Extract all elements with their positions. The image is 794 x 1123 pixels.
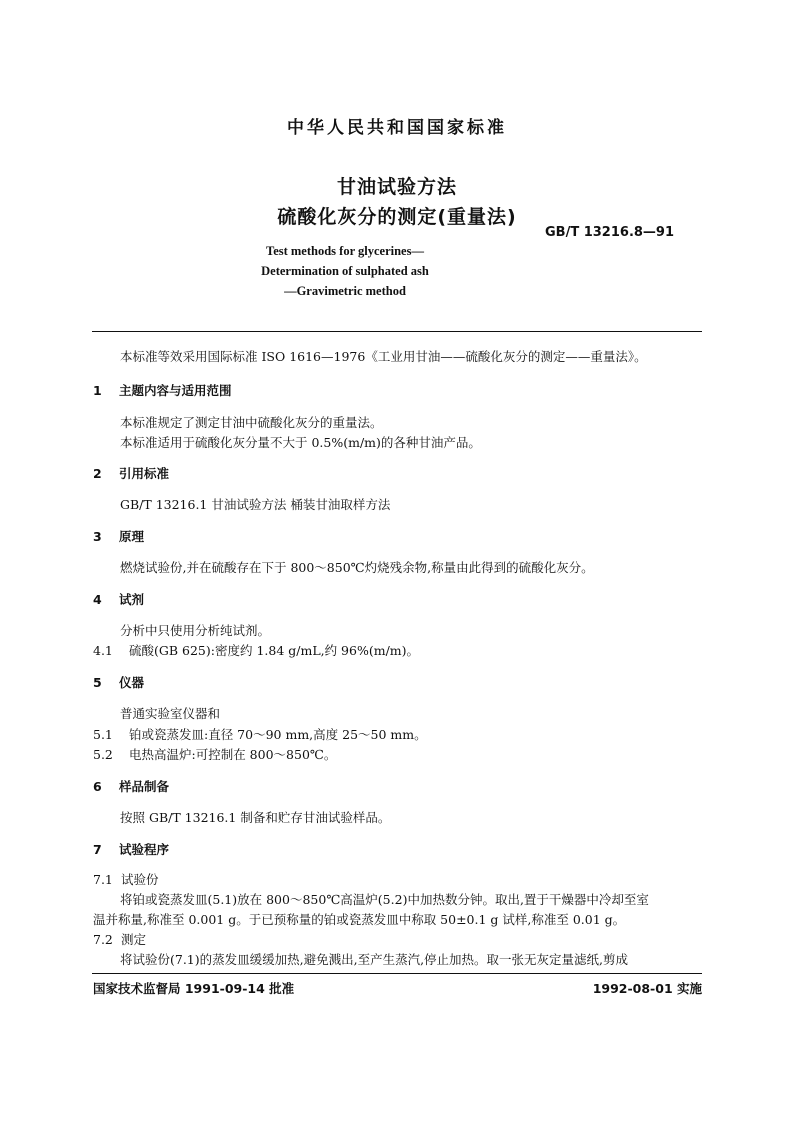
clause-text: 硫酸(GB 625):密度约 1.84 g/mL,约 96%(m/m)。 bbox=[129, 643, 420, 658]
section-number: 1 bbox=[93, 383, 102, 398]
standard-code: GB/T 13216.8—91 bbox=[545, 225, 675, 240]
clause-title: 测定 bbox=[121, 932, 147, 947]
clause-text: 电热高温炉:可控制在 800～850℃。 bbox=[129, 747, 337, 762]
title-en-line-2: Determination of sulphated ash bbox=[261, 264, 429, 278]
clause-number: 7.2 bbox=[93, 932, 113, 947]
title-cn-line-2: 硫酸化灰分的测定(重量法) bbox=[277, 206, 517, 228]
section-title: 主题内容与适用范围 bbox=[119, 383, 232, 398]
clause-5-1 bbox=[93, 725, 427, 743]
clause-number: 5.2 bbox=[93, 747, 113, 762]
section-1-heading bbox=[93, 381, 232, 399]
clause-7-1-para-line-2: 温并称量,称准至 0.001 g。于已预称量的铂或瓷蒸发皿中称取 50±0.1 g 试样,称准至 0.01 g。 bbox=[93, 912, 626, 927]
section-3-heading bbox=[93, 527, 144, 545]
section-2-para-1: GB/T 13216.1 甘油试验方法 桶装甘油取样方法 bbox=[120, 497, 391, 512]
clause-5-2 bbox=[93, 745, 336, 763]
section-5-para-1: 普通实验室仪器和 bbox=[120, 706, 221, 721]
clause-4-1 bbox=[93, 641, 419, 659]
clause-number: 7.1 bbox=[93, 872, 113, 887]
section-title: 引用标准 bbox=[119, 466, 170, 481]
issuing-body-header: 中华人民共和国国家标准 bbox=[287, 118, 507, 138]
section-1-para-1: 本标准规定了测定甘油中硫酸化灰分的重量法。 bbox=[120, 415, 383, 430]
section-number: 3 bbox=[93, 529, 102, 544]
clause-number: 5.1 bbox=[93, 727, 113, 742]
approval-date: 国家技术监督局 1991-09-14 批准 bbox=[93, 981, 295, 996]
section-number: 7 bbox=[93, 842, 102, 857]
intro-paragraph: 本标准等效采用国际标准 ISO 1616—1976《工业用甘油——硫酸化灰分的测定——重量法》。 bbox=[120, 349, 647, 364]
clause-number: 4.1 bbox=[93, 643, 113, 658]
section-6-heading bbox=[93, 777, 169, 795]
title-en-line-3: —Gravimetric method bbox=[284, 284, 406, 298]
title-en-line-1: Test methods for glycerines— bbox=[266, 244, 424, 258]
clause-7-2-heading bbox=[93, 930, 146, 948]
section-number: 5 bbox=[93, 675, 102, 690]
section-2-heading bbox=[93, 464, 169, 482]
title-cn-line-1: 甘油试验方法 bbox=[336, 176, 457, 198]
clause-title: 试验份 bbox=[121, 872, 159, 887]
section-number: 4 bbox=[93, 592, 102, 607]
section-7-heading bbox=[93, 840, 169, 858]
section-4-para-1: 分析中只使用分析纯试剂。 bbox=[120, 623, 271, 638]
section-3-para-1: 燃烧试验份,并在硫酸存在下于 800～850℃灼烧残余物,称量由此得到的硫酸化灰分。 bbox=[120, 560, 594, 575]
section-title: 试剂 bbox=[119, 592, 145, 607]
section-6-para-1: 按照 GB/T 13216.1 制备和贮存甘油试验样品。 bbox=[120, 810, 391, 825]
section-number: 2 bbox=[93, 466, 102, 481]
footer-divider bbox=[92, 973, 702, 974]
clause-7-1-heading bbox=[93, 870, 159, 888]
clause-text: 铂或瓷蒸发皿:直径 70～90 mm,高度 25～50 mm。 bbox=[129, 727, 427, 742]
clause-7-2-para-line-1: 将试验份(7.1)的蒸发皿缓缓加热,避免溅出,至产生蒸汽,停止加热。取一张无灰定量滤纸,剪成 bbox=[120, 952, 629, 967]
header-divider bbox=[92, 331, 702, 332]
section-number: 6 bbox=[93, 779, 102, 794]
section-title: 原理 bbox=[119, 529, 145, 544]
implementation-date: 1992-08-01 实施 bbox=[592, 981, 702, 996]
section-title: 试验程序 bbox=[119, 842, 170, 857]
section-title: 样品制备 bbox=[119, 779, 170, 794]
section-5-heading bbox=[93, 673, 144, 691]
section-1-para-2: 本标准适用于硫酸化灰分量不大于 0.5%(m/m)的各种甘油产品。 bbox=[120, 435, 481, 450]
clause-7-1-para-line-1: 将铂或瓷蒸发皿(5.1)放在 800～850℃高温炉(5.2)中加热数分钟。取出,置于干燥器中冷却至室 bbox=[120, 892, 649, 907]
section-4-heading bbox=[93, 590, 144, 608]
section-title: 仪器 bbox=[119, 675, 145, 690]
